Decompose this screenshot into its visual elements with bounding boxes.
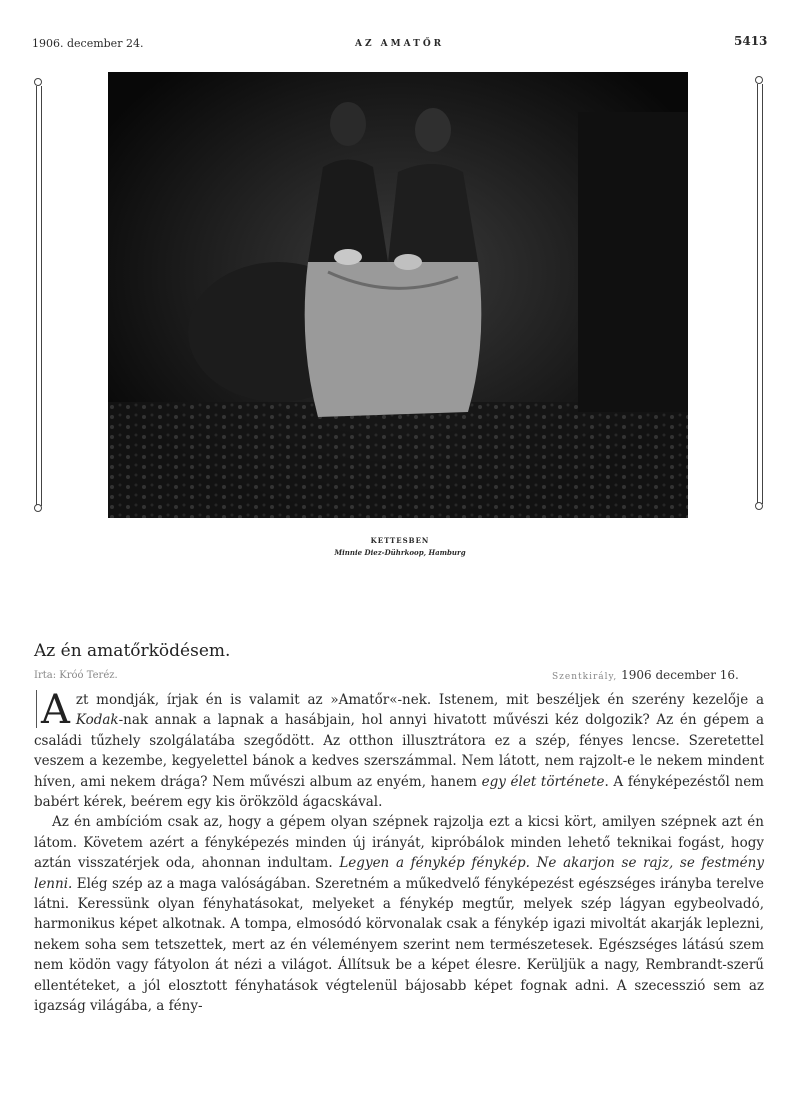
header-date: 1906. december 24. bbox=[32, 37, 144, 50]
left-border-ornament bbox=[35, 78, 41, 508]
article-title: Az én amatőrködésem. bbox=[34, 641, 231, 661]
dateline-place: Szentkirály, bbox=[552, 672, 618, 682]
text-run: -nak annak a lapnak a hasábjain, hol annyi hivatott művészi kéz dolgozik? Az én gépem a családi tűzhely szolgálatába szegődött. Az otthon illusztrátora ez a szép, fényes lencse. Szeretettel veszem a kezembe, kegyelettel bánok a kedves szerszámmal. Nem látott, nem rajzolt-e le nekem mindent híven, ami nekem drága? Nem művészi album az enyém, hanem bbox=[34, 712, 764, 790]
text-run: . A fényképezéstől nem babért kérek, beérem egy kis örökzöld ágacskával. bbox=[34, 773, 764, 811]
paragraph-2 bbox=[34, 812, 764, 1016]
text-run: Elég szép az a maga valóságában. Szeretném a műkedvelő fényképezést egészséges irányba terelve látni. Keressünk olyan fényhatásokat, melyeket a fénykép megtűr, melyek szép lágyan egybeolvadó, harmonikus képet alkotnak. A tompa, elmosódó körvonalak csak a fénykép igazi mivoltát akarják leplezni, nekem soha sem tetszettek, mert az én véleményem szerint nem természetesek. Egészséges látású szem nem ködön vagy fátyolon át nézi a világot. Állítsuk be a képet élesre. Kerüljük a nagy, Rembrandt-szerű ellentéteket, a jól elosztott fényhatások végtelenül bájosabb képet fognak adni. A szecesszió sem az igazság világába, a fény- bbox=[34, 875, 764, 1015]
dateline-date: 1906 december 16. bbox=[621, 668, 739, 682]
paragraph-1-text bbox=[34, 692, 764, 810]
article-byline: Irta: Króó Teréz. bbox=[34, 670, 118, 681]
photograph bbox=[108, 72, 688, 518]
photo-caption-title: KETTESBEN bbox=[370, 536, 430, 545]
text-run: egy élet története bbox=[481, 773, 605, 790]
text-run: Az én ambícióm csak az, hogy a gépem olyan szépnek rajzolja ezt a kicsi kört, amilyen szépnek azt én látom. Követem azért a fényképezés minden új irányát, kipróbálok minden lehető teknikai fogást, hogy aztán visszatérjek oda, ahonnan indultam. bbox=[34, 814, 764, 872]
article-dateline bbox=[552, 668, 739, 682]
journal-title: AZ AMATŐR bbox=[355, 39, 445, 49]
text-run: zt mondják, írjak én is valamit az »Amatőr«-nek. Istenem, mit beszéljek én szerény kezelője a bbox=[75, 692, 764, 708]
page-number: 5413 bbox=[734, 34, 768, 48]
paragraph-1 bbox=[34, 687, 764, 812]
article-body bbox=[34, 687, 764, 1017]
photo-caption-credit: Minnie Diez-Dührkoop, Hamburg bbox=[334, 548, 466, 557]
drop-cap: A bbox=[36, 690, 76, 728]
text-run: Kodak bbox=[75, 712, 119, 729]
right-border-ornament bbox=[756, 76, 762, 506]
text-run: Legyen a fénykép fénykép. Ne akarjon se rajz, se festmény lenni. bbox=[34, 855, 764, 892]
